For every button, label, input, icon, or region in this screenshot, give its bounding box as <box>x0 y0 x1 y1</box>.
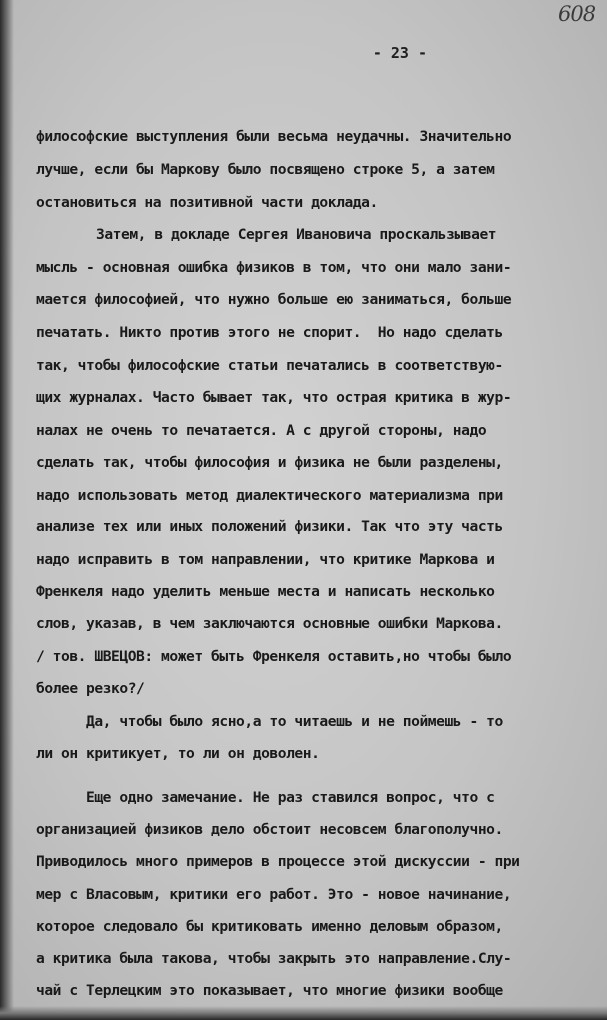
text-line: мысль - основная ошибка физиков в том, что они мало зани- <box>36 259 512 276</box>
text-line: сделать так, чтобы философия и физика не были разделены, <box>36 454 503 471</box>
scan-edge-shadow-bottom <box>0 1006 607 1020</box>
page-number: - 23 - <box>372 44 427 62</box>
text-line: Френкеля надо уделить меньше места и написать несколько <box>36 583 495 600</box>
text-line: так, чтобы философские статьи печатались в соответствую- <box>36 357 503 374</box>
text-line: Приводилось много примеров в процессе этой дискуссии - при <box>36 853 520 870</box>
text-line: мается философией, что нужно больше ею заниматься, больше <box>36 291 512 308</box>
text-line: анализе тех или иных положений физики. Так что эту часть <box>36 518 503 535</box>
text-line: лучше, если бы Маркову было посвящено строке 5, а затем <box>36 161 495 178</box>
text-line: Да, чтобы было ясно,а то читаешь и не поймешь - то <box>86 713 503 730</box>
text-line: надо использовать метод диалектического материализма при <box>36 487 503 504</box>
archive-page-number: 608 <box>558 2 596 26</box>
text-line: налах не очень то печатается. А с другой стороны, надо <box>36 422 487 439</box>
text-line: мер с Власовым, критики его работ. Это - новое начинание, <box>36 886 512 903</box>
text-line: а критика была такова, чтобы закрыть это направление.Слу- <box>36 950 512 967</box>
text-line: надо исправить в том направлении, что критике Маркова и <box>36 551 495 568</box>
text-line: чай с Терлецким это показывает, что многие физики вообще <box>36 982 503 999</box>
text-line: более резко?/ <box>36 680 145 697</box>
text-line: / тов. ШВЕЦОВ: может быть Френкеля оставить,но чтобы было <box>36 648 512 665</box>
text-line: организацией физиков дело обстоит несовсем благополучно. <box>36 821 503 838</box>
text-line: которое следовало бы критиковать именно деловым образом, <box>36 918 503 935</box>
text-line: щих журналах. Часто бывает так, что острая критика в жур- <box>36 389 512 406</box>
text-line: философские выступления были весьма неудачны. Значительно <box>36 128 512 145</box>
text-line: слов, указав, в чем заключаются основные ошибки Маркова. <box>36 615 503 632</box>
text-line: остановиться на позитивной части доклада. <box>36 194 378 211</box>
text-line: Еще одно замечание. Не раз ставился вопрос, что с <box>86 789 495 806</box>
scan-edge-shadow-left <box>0 0 14 1020</box>
text-line: ли он критикует, то ли он доволен. <box>36 745 320 762</box>
text-line: Затем, в докладе Сергея Ивановича проскальзывает <box>96 226 497 243</box>
text-line: печатать. Никто против этого не спорит. Но надо сделать <box>36 324 503 341</box>
